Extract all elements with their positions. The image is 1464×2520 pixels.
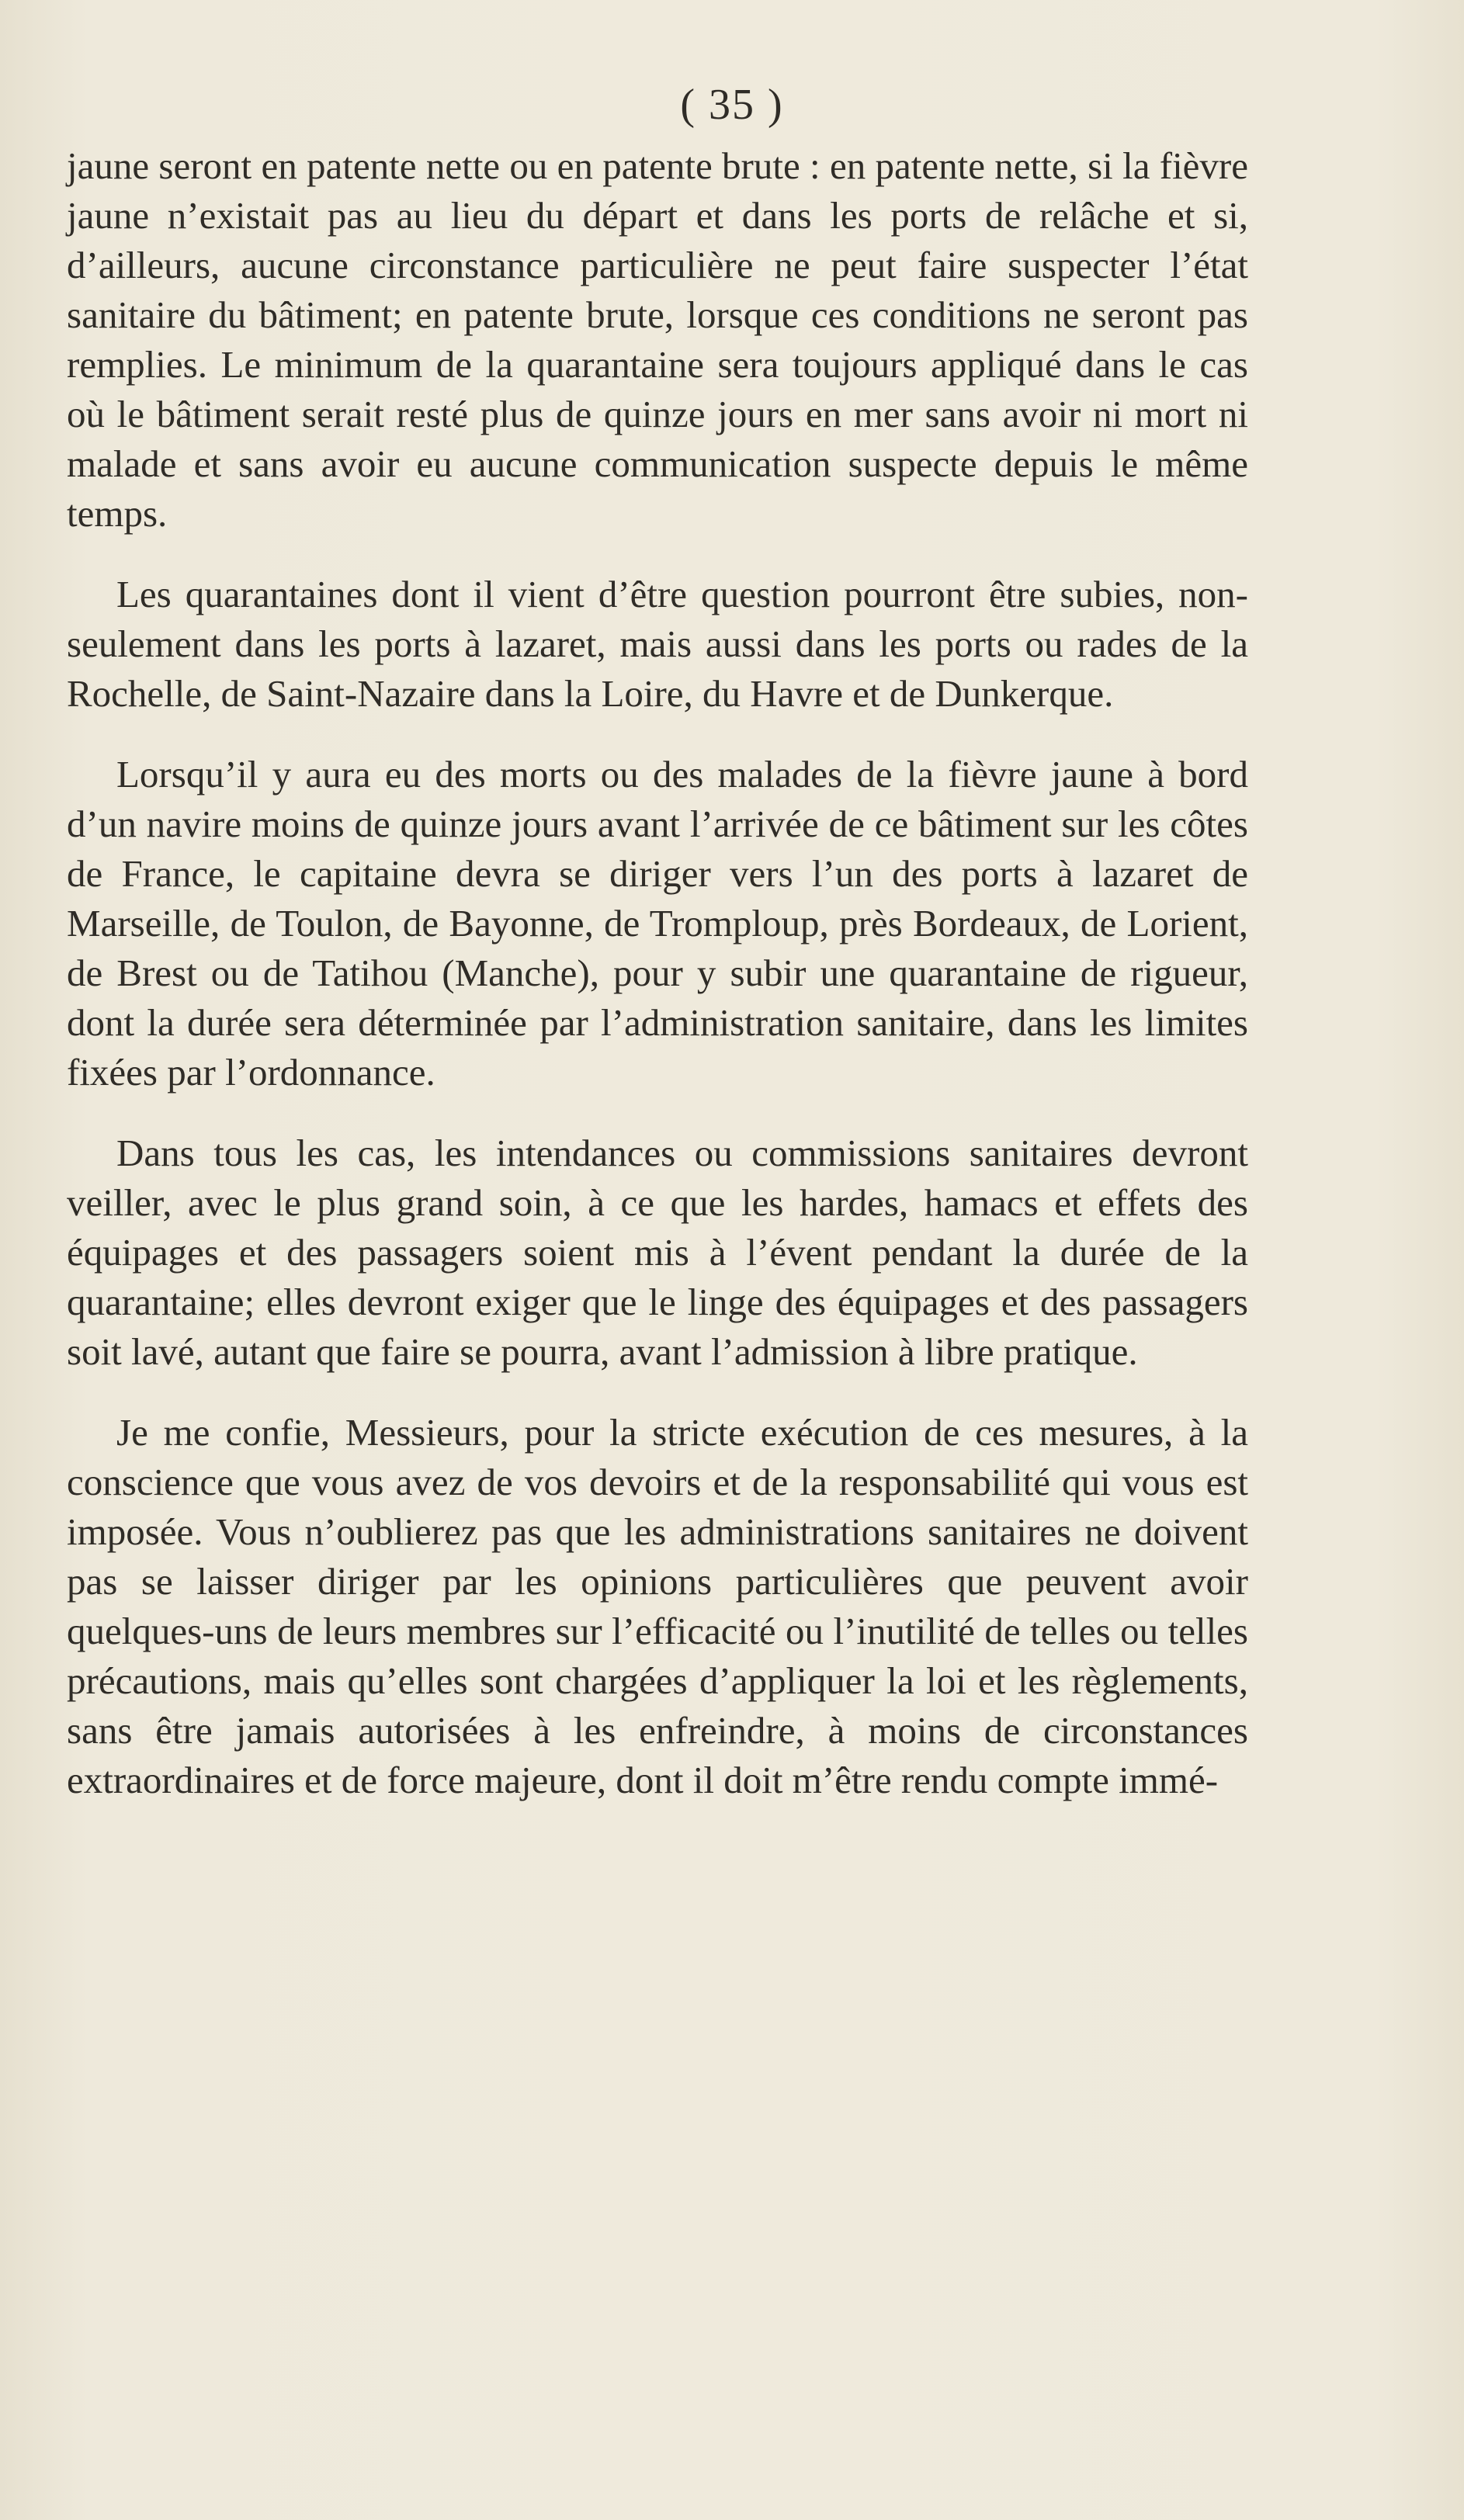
paragraph-administration-duties: Je me confie, Messieurs, pour la stricte exécution de ces mesures, à la conscience que vous avez de vos devoirs et de la responsabilité qui vous est imposée. Vous n’oublierez pas que les administrations sanitaires ne doivent pas se laisser diriger par les opinions particulières que peuvent avoir quelques-uns de leurs membres sur l’efficacité ou l’inutilité de telles ou telles précautions, mais qu’elles sont chargées d’appliquer la loi et les règlements, sans être jamais autorisées à les enfreindre, à moins de circonstances extraordinaires et de force majeure, dont il doit m’être rendu compte immé-	[67, 1411, 1248, 1801]
paragraph-yellow-fever-ships: Lorsqu’il y aura eu des morts ou des malades de la fièvre jaune à bord d’un navire moins de quinze jours avant l’arrivée de ce bâtiment sur les côtes de France, le capitaine devra se diriger vers l’un des ports à lazaret de Marseille, de Toulon, de Bayonne, de Tromploup, près Bordeaux, de Lorient, de Brest ou de Tatihou (Manche), pour y subir une quarantaine de rigueur, dont la durée sera déterminée par l’administration sanitaire, dans les limites fixées par l’ordonnance.	[67, 753, 1248, 1094]
page-number: ( 35 )	[680, 81, 784, 129]
paragraph-sanitary-precautions: Dans tous les cas, les intendances ou commissions sanitaires devront veiller, avec le plus grand soin, à ce que les hardes, hamacs et effets des équipages et des passagers soient mis à l’évent pendant la durée de la quarantaine; elles devront exiger que le linge des équipages et des passagers soit lavé, autant que faire se pourra, avant l’admission à libre pratique.	[67, 1132, 1248, 1373]
body-text	[67, 141, 1248, 1836]
paragraph-continuation: jaune seront en patente nette ou en patente brute : en patente nette, si la fièvre jaune n’existait pas au lieu du départ et dans les ports de relâche et si, d’ailleurs, aucune circonstance particulière ne peut faire suspecter l’état sanitaire du bâtiment; en patente brute, lorsque ces conditions ne seront pas remplies. Le minimum de la quarantaine sera toujours appliqué dans le cas où le bâtiment serait resté plus de quinze jours en mer sans avoir ni mort ni malade et sans avoir eu aucune communication suspecte depuis le même temps.	[67, 144, 1248, 535]
paragraph-quarantine-ports: Les quarantaines dont il vient d’être question pourront être subies, non-seulement dans les ports à lazaret, mais aussi dans les ports ou rades de la Rochelle, de Saint-Nazaire dans la Loire, du Havre et de Dunkerque.	[67, 573, 1248, 715]
